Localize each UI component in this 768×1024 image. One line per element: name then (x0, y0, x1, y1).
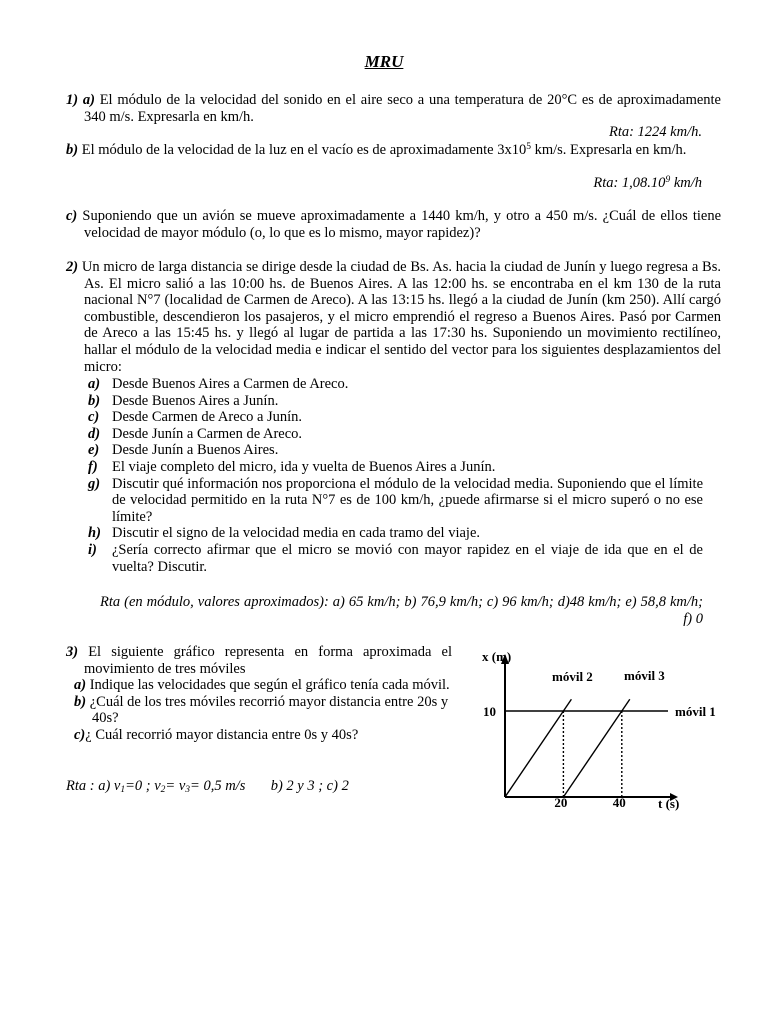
list-item (88, 376, 703, 393)
problem-2-items (88, 376, 703, 575)
problem-3c-text: ¿ Cuál recorrió mayor distancia entre 0s y 40s? (85, 726, 359, 743)
problem-3 (66, 644, 452, 744)
y-tick-label: 10 (483, 704, 496, 719)
list-item-text: Desde Buenos Aires a Carmen de Areco. (112, 376, 349, 392)
x-tick-label: 40 (612, 795, 626, 810)
page-title: MRU (364, 52, 404, 71)
series-label-movil-1: móvil 1 (675, 704, 716, 719)
problem-3a (66, 677, 452, 694)
answer-1b-pre: Rta: 1,08.10 (593, 175, 666, 191)
problem-3-text: El siguiente gráfico representa en forma aproximada el movimiento de tres móviles (84, 644, 452, 677)
list-item (88, 542, 703, 575)
problem-1b-label: b) (66, 142, 79, 158)
problem-3b-label: b) (74, 693, 87, 710)
problem-3c (66, 727, 452, 744)
problem-3c-label: c) (74, 726, 86, 743)
series-label-movil-2: móvil 2 (552, 669, 593, 684)
answer-2: Rta (en módulo, valores aproximados): a) 65 km/h; b) 76,9 km/h; c) 96 km/h; d)48 km/h; e) 58,8 km/h; f) 0 (100, 594, 703, 627)
list-item-label: b) (88, 392, 101, 409)
problem-2 (66, 259, 721, 375)
problem-1b-text-post: km/s. Expresarla en km/h. (534, 142, 687, 158)
list-item-label: f) (88, 458, 98, 475)
list-item-text: Discutir el signo de la velocidad media en cada tramo del viaje. (112, 525, 481, 542)
list-item-text: El viaje completo del micro, ida y vuelta de Buenos Aires a Junín. (112, 458, 496, 475)
list-item (88, 393, 703, 410)
answer-1b-exponent: 9 (665, 175, 671, 185)
answer-3-pre: Rta : a) v (66, 778, 121, 794)
answer-3-mid-2: = v (165, 778, 186, 794)
problem-1c-text: Suponiendo que un avión se mueve aproximadamente a 1440 km/h, y otro a 450 m/s. ¿Cuál de ellos tiene velocidad de mayor módulo (o, lo que es lo mismo, mayor rapidez)? (82, 208, 722, 241)
answer-3-sub-2: 2 (160, 785, 166, 795)
list-item-label: g) (88, 475, 101, 492)
list-item-text: ¿Sería correcto afirmar que el micro se movió con mayor rapidez en el viaje de ida que en el de vuelta? Discutir. (112, 541, 703, 575)
list-item-label: d) (88, 425, 101, 442)
answer-3-mid-1: =0 ; v (125, 778, 161, 794)
list-item (88, 426, 703, 443)
list-item-label: e) (88, 442, 100, 459)
series-label-movil-3: móvil 3 (624, 668, 665, 683)
list-item-text: Desde Carmen de Areco a Junín. (112, 409, 303, 426)
list-item (88, 476, 703, 526)
list-item-label: c) (88, 409, 100, 426)
list-item (88, 525, 703, 542)
problem-3-intro (66, 644, 452, 677)
list-item-text: Discutir qué información nos proporciona el módulo de la velocidad media. Suponiendo que el límite de velocidad permitido en la ruta N°7 es de 100 km/h, ¿puede afirmarse si el micro superó o no ese límite? (112, 475, 703, 525)
problem-3a-text: Indique las velocidades que según el gráfico tenía cada móvil. (89, 677, 450, 694)
problem-1b-text-pre: El módulo de la velocidad de la luz en el vacío es de aproximadamente 3x10 (81, 142, 527, 158)
problem-2-label: 2) (66, 259, 79, 275)
list-item-text: Desde Buenos Aires a Junín. (112, 392, 279, 409)
answer-1b-post: km/h (673, 175, 702, 191)
list-item-text: Desde Junín a Carmen de Areco. (112, 425, 303, 442)
answer-3-sub-1: 1 (120, 785, 126, 795)
problem-1b (66, 142, 721, 159)
answer-1a: Rta: 1224 km/h. (608, 124, 702, 140)
problem-2-text: Un micro de larga distancia se dirige desde la ciudad de Bs. As. hacia la ciudad de Junín y luego regresa a Bs. As. El micro salió a las 10:00 hs. de Buenos Aires. A las 12:00 hs. se encontraba en el km 130 de la ruta nacional N°7 (localidad de Carmen de Areco). A las 13:15 hs. llegó a la ciudad de Junín (km 250). Allí cargó combustible, descendieron los pasajeros, y el micro emprendió el regreso a Buenos Aires. Pasó por Carmen de Areco a las 15:45 hs. y llegó al lugar de partida a las 17:30 hs. Suponiendo un movimiento rectilíneo, hallar el módulo de la velocidad media e indicar el sentido del vector para los siguientes desplazamientos del micro: (81, 259, 721, 375)
problem-3b-text: ¿Cuál de los tres móviles recorrió mayor distancia entre 20s y 40s? (89, 693, 449, 727)
problem-3a-label: a) (74, 677, 87, 694)
problem-1a-label: 1) a) (66, 92, 95, 108)
list-item (88, 409, 703, 426)
problem-3b (66, 694, 452, 727)
list-item-label: a) (88, 376, 101, 392)
answer-3 (66, 778, 349, 795)
list-item (88, 442, 703, 459)
series-line-movil-3 (563, 699, 629, 797)
x-axis-label: t (s) (658, 796, 680, 811)
answer-1b (593, 175, 702, 192)
list-item (88, 459, 703, 476)
motion-chart (470, 640, 716, 820)
answer-3-sub-3: 3 (185, 785, 191, 795)
list-item-text: Desde Junín a Buenos Aires. (112, 442, 279, 459)
list-item-label: i) (88, 541, 97, 558)
series-line-movil-2 (505, 699, 571, 797)
list-item-label: h) (88, 525, 101, 542)
problem-1b-exponent: 5 (526, 142, 531, 152)
problem-1a-text: El módulo de la velocidad del sonido en el aire seco a una temperatura de 20°C es de aproximadamente 340 m/s. Expresarla en km/h. (84, 92, 721, 125)
problem-1c-label: c) (66, 208, 78, 224)
answer-3-post: = 0,5 m/s b) 2 y 3 ; c) 2 (190, 778, 349, 794)
problem-1a (66, 92, 721, 125)
y-axis-label: x (m) (482, 649, 512, 664)
problem-1c (66, 208, 721, 241)
x-tick-label: 20 (554, 795, 568, 810)
problem-3-label: 3) (66, 644, 79, 660)
